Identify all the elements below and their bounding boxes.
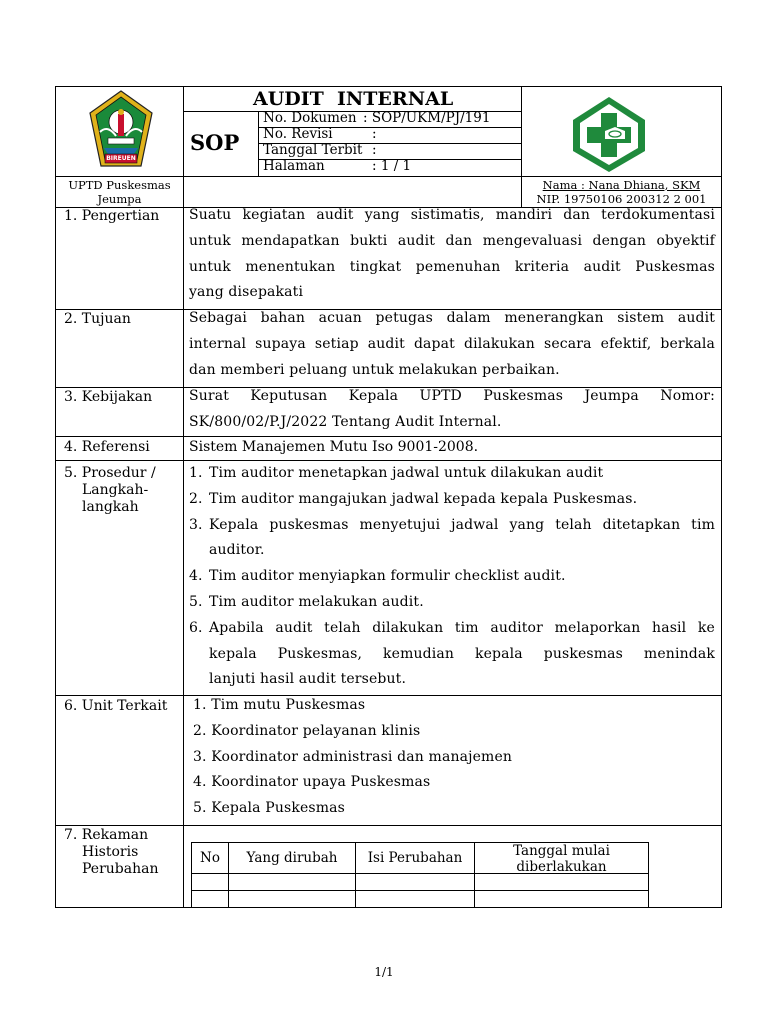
history-table-bottom [191,907,649,908]
row-line-6 [55,825,722,826]
unit-item: 4. Koordinator upaya Puskesmas [193,774,431,791]
field-value-tanggal: : [372,142,377,158]
history-header-yang-dirubah: Yang dirubah [246,850,338,866]
field-label-norevisi: No. Revisi [263,126,333,142]
history-header-tanggal [475,843,648,875]
step-6-line-2: kepala Puskesmas, kemudian kepala puskesmas menindak [209,645,715,662]
pengertian-line-3: untuk menentukan tingkat pemenuhan kriteria audit Puskesmas [189,258,715,275]
label-tujuan: 2. Tujuan [64,311,131,327]
field-label-tanggal: Tanggal Terbit [263,142,363,158]
unit-item: 2. Koordinator pelayanan klinis [193,722,421,739]
step-3-line-1: Kepala puskesmas menyetujui jadwal yang telah ditetapkan tim [209,516,715,533]
unit-item: 3. Koordinator administrasi dan manajemen [193,748,513,765]
kebijakan-line-2: SK/800/02/P.J/2022 Tentang Audit Internal. [189,413,502,430]
signer-nip: NIP. 19750106 200312 2 001 [536,192,707,206]
step-4-num: 4. [189,568,203,585]
bireuen-logo [88,88,154,174]
kebijakan-line-1: Surat Keputusan Kepala UPTD Puskesmas Jeumpa Nomor: [189,388,715,404]
text-kebijakan [189,384,715,436]
step-3-line-2: auditor. [209,542,265,559]
page-number: 1/1 [374,965,394,979]
sop-label: SOP [190,130,240,155]
label-pengertian: 1. Pengertian [64,208,160,224]
label-referensi: 4. Referensi [64,439,150,455]
header-row-line [55,176,722,177]
pengertian-line-2: untuk mendapatkan bukti audit dan mengevaluasi dengan obyektif [189,232,715,249]
field-value-norevisi: : [372,126,377,142]
signer-block [522,178,721,206]
org-name [56,178,183,206]
field-value-halaman: : 1 / 1 [372,158,412,174]
step-2-num: 2. [189,490,203,507]
step-6 [189,616,715,693]
history-col-4 [648,842,649,907]
step-4 [189,564,715,590]
border-left [55,86,56,908]
text-pengertian [189,203,715,306]
step-2 [189,487,715,513]
step-5 [189,590,715,616]
header-divider-1 [183,86,184,208]
step-5-line-1: Tim auditor melakukan audit. [209,593,424,610]
tujuan-line-2: internal supaya setiap audit dapat dilakukan secara efektif, berkala [189,335,715,352]
step-6-num: 6. [189,619,203,636]
field-label-halaman: Halaman [263,158,325,174]
logo-text: BIREUEN [106,155,136,162]
rekaman-label-line-1: 7. Rekaman [64,827,149,843]
step-1-line-1: Tim auditor menetapkan jadwal untuk dilakukan audit [209,465,604,481]
field-value-nodokumen: : SOP/UKM/PJ/191 [363,110,491,126]
unit-item: 1. Tim mutu Puskesmas [193,697,366,713]
border-right [721,86,722,908]
prosedur-steps [189,461,715,693]
label-prosedur [64,465,156,516]
history-header-no: No [200,850,220,866]
pengertian-line-1: Suatu kegiatan audit yang sistimatis, mandiri dan terdokumentasi [189,207,715,223]
step-3 [189,513,715,565]
row-line-3 [55,436,722,437]
prosedur-label-line-3: langkah [82,499,139,515]
step-1-num: 1. [189,465,203,481]
org-line-1: UPTD Puskesmas [68,178,171,192]
step-5-num: 5. [189,593,203,610]
puskesmas-logo [565,94,653,174]
label-rekaman [64,827,158,878]
step-1 [189,461,715,487]
rekaman-label-line-2: Historis [82,844,139,860]
label-kebijakan: 3. Kebijakan [64,389,153,405]
step-3-num: 3. [189,516,203,533]
history-header-isi-perubahan: Isi Perubahan [367,850,463,866]
step-6-line-1: Apabila audit telah dilakukan tim auditor melaporkan hasil ke [209,619,715,636]
org-line-2: Jeumpa [97,192,142,206]
history-header-tanggal-line-1: Tanggal mulai [513,843,610,859]
history-table-line-2 [191,890,649,891]
step-2-line-1: Tim auditor mangajukan jadwal kepada kepala Puskesmas. [209,490,638,507]
unit-item: 5. Kepala Puskesmas [193,800,345,817]
pengertian-line-4: yang disepakati [189,284,304,301]
rekaman-label-line-3: Perubahan [82,861,159,877]
body-column-divider [183,207,184,908]
signer-name: Nama : Nana Dhiana, SKM [542,178,701,192]
prosedur-label-line-1: 5. Prosedur / [64,465,156,481]
history-header-tanggal-line-2: diberlakukan [516,859,607,875]
document-title: AUDIT INTERNAL [253,88,454,110]
field-label-nodokumen: No. Dokumen [263,110,357,126]
label-unit-terkait: 6. Unit Terkait [64,698,168,714]
tujuan-line-3: dan memberi peluang untuk melakukan perbaikan. [189,361,560,378]
tujuan-line-1: Sebagai bahan acuan petugas dalam menerangkan sistem audit [189,310,715,326]
prosedur-label-line-2: Langkah- [82,482,149,498]
border-top [55,86,722,87]
unit-terkait-list [193,693,713,822]
step-6-line-3: lanjuti hasil audit tersebut. [209,671,407,688]
text-referensi: Sistem Manajemen Mutu Iso 9001-2008. [189,439,479,455]
text-tujuan [189,306,715,383]
step-4-line-1: Tim auditor menyiapkan formulir checklist audit. [209,568,566,585]
